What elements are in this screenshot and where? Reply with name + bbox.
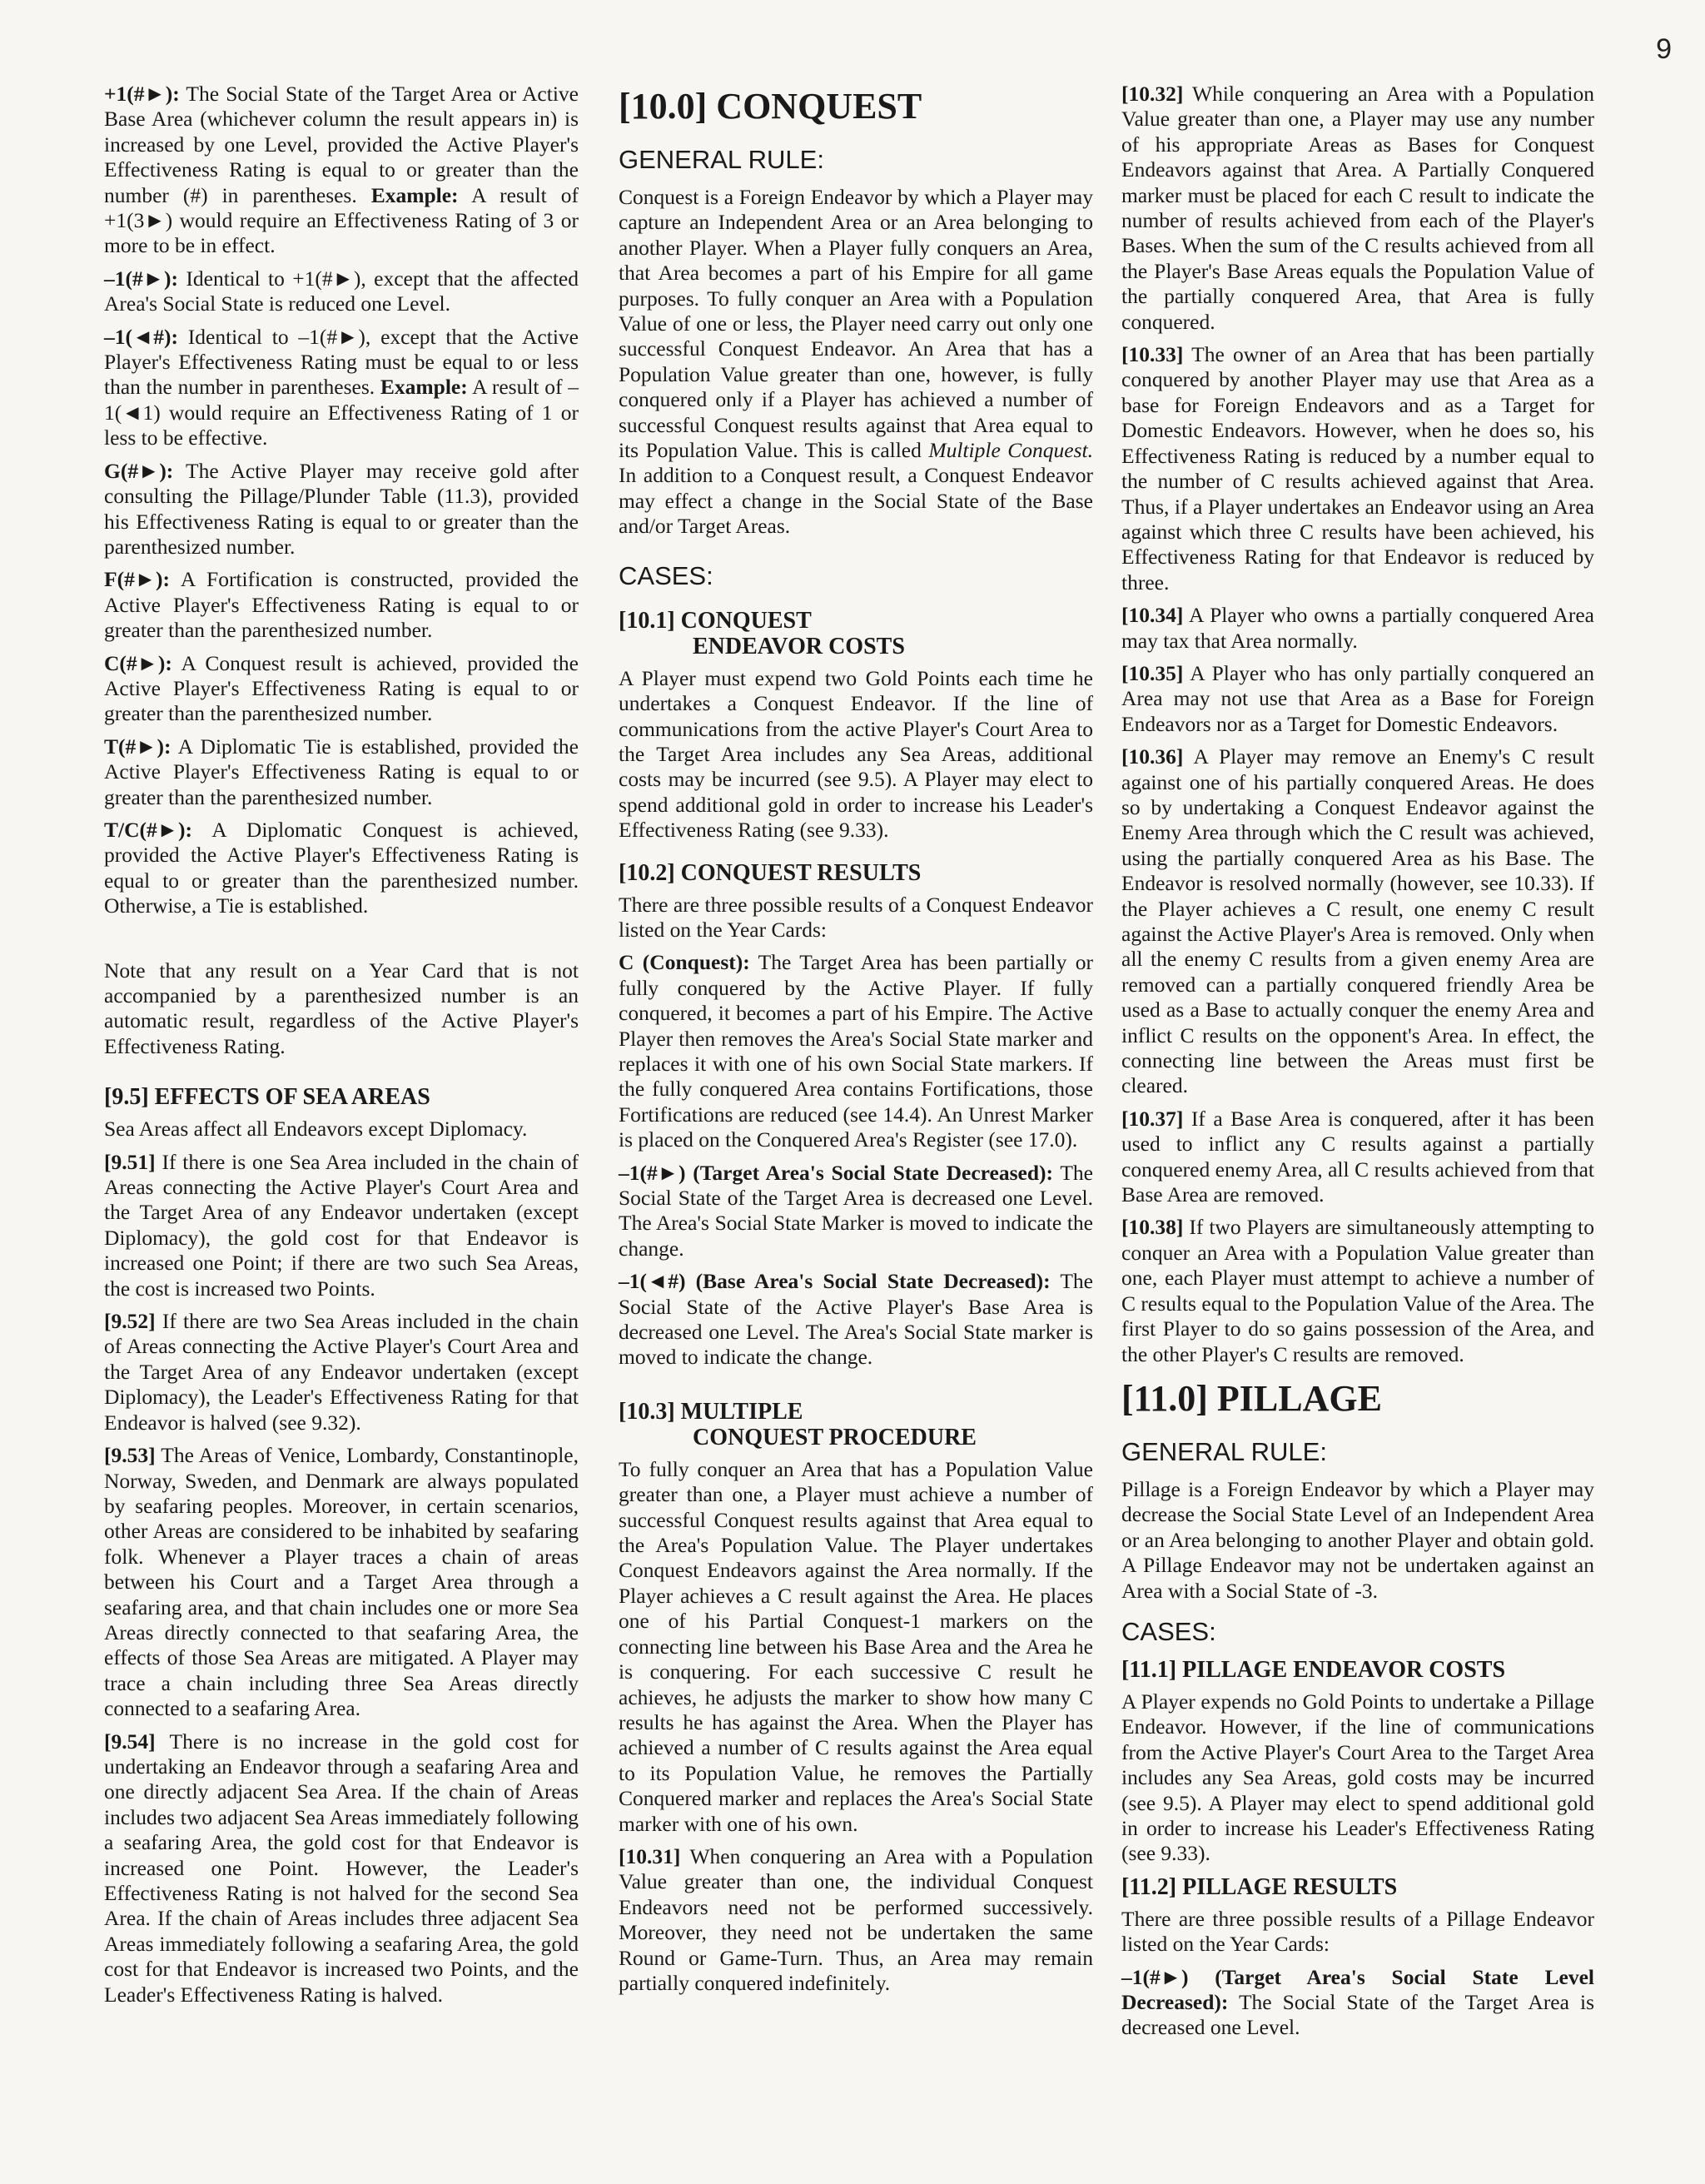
result-text: The Social State of the Active Player's Base Area is decreased one Level. The Area's Social State marker is moved to indicate the change. bbox=[619, 1269, 1093, 1370]
general-rule-heading: GENERAL RULE: bbox=[1121, 1436, 1327, 1466]
case-text: A Player who owns a partially conquered Area may tax that Area normally. bbox=[1121, 603, 1594, 653]
section-heading-11-2: [11.2] PILLAGE RESULTS bbox=[1121, 1873, 1398, 1900]
case-paragraph bbox=[1121, 603, 1594, 654]
case-number: [10.33] bbox=[1121, 342, 1184, 367]
case-text: When conquering an Area with a Population Value greater than one, the individual Conquest Endeavors need not be performed successively. Moreover, they need not be undertaken the same Round or Game-Turn. Thus, an Area may remain partially conquered indefinitely. bbox=[619, 1843, 1093, 1995]
result-label: –1(#►) (Target Area's Social State Level Decreased): bbox=[1121, 1964, 1594, 2014]
section-intro: There are three possible results of a Conquest Endeavor listed on the Year Cards: bbox=[619, 892, 1093, 942]
case-text: The Areas of Venice, Lombardy, Constantinople, Norway, Sweden, and Denmark are always populated by seafaring peoples. Moreover, in certain scenarios, other Areas are considered to be inhabited by seafaring folk. Whenever a Player traces a chain of areas between his Court and a Target Area through a seafaring area, and that chain includes one or more Sea Areas directly connected to that seafaring Area, the effects of those Sea Areas are mitigated. A Player may trace a chain including three Sea Areas directly connected to a seafaring Area. bbox=[104, 1443, 579, 1721]
case-text: There is no increase in the gold cost for undertaking an Endeavor through a seafaring Area and one directly adjacent Sea Area. If the chain of Areas includes two adjacent Sea Areas immediately following a seafaring Area, the gold cost for that Endeavor is increased one Point. However, the Leader's Effectiveness Rating is not halved for the second Sea Area. If the chain of Areas includes three adjacent Sea Areas immediately following a seafaring Area, the gold cost for that Endeavor is increased two Points, and the Leader's Effectiveness Rating is halved. bbox=[104, 1729, 579, 2007]
section-title-conquest: [10.0] CONQUEST bbox=[619, 86, 922, 127]
result-definition bbox=[104, 266, 579, 317]
cases-heading: CASES: bbox=[1121, 1616, 1216, 1646]
result-definition bbox=[104, 734, 579, 810]
result-code: –1(#►): bbox=[104, 266, 178, 291]
section-heading-10-3 bbox=[619, 1399, 1093, 1450]
example-text: A result of –1(◄1) would require an Effectiveness Rating of 1 or less to be effective. bbox=[104, 375, 579, 450]
result-label: –1(◄#) (Base Area's Social State Decreased): bbox=[619, 1269, 1051, 1294]
result-definition bbox=[104, 325, 579, 451]
example-text: A result of +1(3►) would require an Effectiveness Rating of 3 or more to be in effect. bbox=[104, 182, 579, 258]
section-heading-9-5: [9.5] EFFECTS OF SEA AREAS bbox=[104, 1084, 430, 1111]
result-code: +1(#►): bbox=[104, 82, 180, 106]
section-number: [10.3] bbox=[619, 1398, 675, 1425]
result-text: The Social State of the Target Area or Active Base Area (whichever column the result appears in) is increased by one Level, provided the Active Player's Effectiveness Rating is equal to or greater than the number (#) in parentheses. bbox=[104, 82, 579, 207]
heading-line: CONQUEST bbox=[680, 607, 812, 634]
example-label: Example: bbox=[380, 375, 468, 400]
case-text: The owner of an Area that has been partially conquered by another Player may use that Area as a base for Foreign Endeavors and as a Target for Domestic Endeavors. However, when he does so, his Effectiveness Rating is reduced by a number equal to the number of C results achieved against that Area. Thus, if a Player undertakes an Endeavor using an Area against which three C results have been achieved, his Effectiveness Rating for that Endeavor is reduced by three. bbox=[1121, 342, 1594, 595]
example-label: Example: bbox=[370, 182, 459, 207]
result-label: C (Conquest): bbox=[619, 950, 750, 975]
general-rule-heading: GENERAL RULE: bbox=[619, 145, 824, 174]
case-number: [9.51] bbox=[104, 1149, 156, 1174]
heading-line: MULTIPLE bbox=[680, 1398, 803, 1425]
case-number: [10.38] bbox=[1121, 1215, 1184, 1240]
case-paragraph bbox=[1121, 744, 1594, 1099]
case-paragraph bbox=[1121, 342, 1594, 595]
result-definition bbox=[104, 82, 579, 259]
general-text-part: Conquest is a Foreign Endeavor by which a Player may capture an Independent Area or an Area belonging to another Player. When a Player fully conquers an Area, that Area becomes a part of his Empire for all game purposes. To fully conquer an Area with a Population Value of one or less, the Player need carry out only one successful Conquest Endeavor. An Area that has a Population Value greater than one, however, is fully conquered only if a Player has achieved a number of successful Conquest results against that Area equal to its Population Value. This is called bbox=[619, 185, 1093, 463]
result-code: G(#►): bbox=[104, 458, 174, 483]
result-code: C(#►): bbox=[104, 650, 172, 675]
section-heading-10-2: [10.2] CONQUEST RESULTS bbox=[619, 859, 922, 886]
result-text: Identical to –1(#►), except that the Active Player's Effectiveness Rating must be equal to or less than the number in parentheses. bbox=[104, 324, 579, 400]
column-2 bbox=[619, 82, 1093, 2003]
result-text: The Social State of the Target Area is decreased one Level. bbox=[1121, 1990, 1594, 2040]
result-label: –1(#►) (Target Area's Social State Decreased): bbox=[619, 1160, 1053, 1185]
section-text: To fully conquer an Area that has a Population Value greater than one, a Player must achieve a number of successful Conquest results against that Area equal to the Area's Population Value. The Player undertakes Conquest Endeavors against the Area normally. If the Player achieves a C result against the Area. He places one of his Partial Conquest-1 markers on the connecting line between his Base Area and the Area he is conquering. For each successive C result he achieves, he adjusts the marker to show how many C results he has against the Area. When the Player has achieved a number of C results against the Area equal to its Population Value, he removes the Partially Conquered marker and replaces the Area's Social State marker with one of his own. bbox=[619, 1456, 1093, 1836]
section-text: A Player must expend two Gold Points each time he undertakes a Conquest Endeavor. If the line of communications from the active Player's Court Area to the Target Area includes any Sea Areas, additional costs may be incurred (see 9.5). A Player may elect to spend additional gold in order to increase his Leader's Effectiveness Rating (see 9.33). bbox=[619, 665, 1093, 843]
result-text: The Social State of the Target Area is decreased one Level. The Area's Social State Marker is moved to indicate the change. bbox=[619, 1160, 1093, 1261]
result-code: F(#►): bbox=[104, 567, 171, 592]
result-text: A Diplomatic Conquest is achieved, provided the Active Player's Effectiveness Rating is equal to or greater than the parenthesized number. Otherwise, a Tie is established. bbox=[104, 817, 579, 918]
result-definition bbox=[104, 651, 579, 727]
result-text: The Active Player may receive gold after consulting the Pillage/Plunder Table (11.3), provided his Effectiveness Rating is equal to or greater than the parenthesized number. bbox=[104, 458, 579, 559]
section-text: A Player expends no Gold Points to undertake a Pillage Endeavor. However, if the line of communications from the Active Player's Court Area to the Target Area includes any Sea Areas, gold costs may be incurred (see 9.5). A Player may elect to spend additional gold in order to increase his Leader's Effectiveness Rating (see 9.33). bbox=[1121, 1689, 1594, 1866]
result-definition bbox=[104, 567, 579, 643]
heading-line: CONQUEST PROCEDURE bbox=[693, 1424, 977, 1450]
case-text: A Player who has only partially conquered an Area may not use that Area as a Base for Foreign Endeavors nor as a Target for Domestic Endeavors. bbox=[1121, 660, 1594, 736]
note-paragraph: Note that any result on a Year Card that is not accompanied by a parenthesized number is an automatic result, regardless of the Active Player's Effectiveness Rating. bbox=[104, 958, 579, 1058]
case-paragraph bbox=[1121, 82, 1594, 335]
result-text: The Target Area has been partially or fully conquered by the Active Player. If fully conquered, it becomes a part of his Empire. The Active Player then removes the Area's Social State marker and replaces it with one of his own Social State markers. If the fully conquered Area contains Fortifications, those Fortifications are reduced (see 14.4). An Unrest Marker is placed on the Conquered Area's Register (see 17.0). bbox=[619, 950, 1093, 1152]
general-rule-text bbox=[619, 185, 1093, 540]
heading-line: ENDEAVOR COSTS bbox=[693, 633, 905, 659]
case-number: [9.53] bbox=[104, 1443, 156, 1468]
section-title-pillage: [11.0] PILLAGE bbox=[1121, 1377, 1382, 1419]
result-code: T(#►): bbox=[104, 734, 171, 759]
result-text: A Diplomatic Tie is established, provided the Active Player's Effectiveness Rating is equal to or greater than the parenthesized number. bbox=[104, 734, 579, 809]
case-text: If a Base Area is conquered, after it has been used to inflict any C results against a partially conquered enemy Area, all C results achieved from that Base Area are removed. bbox=[1121, 1106, 1594, 1207]
general-text-emphasis: Multiple Conquest. bbox=[928, 438, 1094, 463]
case-paragraph bbox=[104, 1309, 579, 1435]
result-definition bbox=[619, 950, 1093, 1152]
case-paragraph bbox=[104, 1729, 579, 2007]
general-rule-text: Pillage is a Foreign Endeavor by which a Player may decrease the Social State Level of an Independent Area or an Area belonging to another Player and obtain gold. A Pillage Endeavor may not be undertaken against an Area with a Social State of -3. bbox=[1121, 1476, 1594, 1603]
column-1 bbox=[104, 82, 579, 2015]
result-definition bbox=[104, 818, 579, 919]
case-number: [10.37] bbox=[1121, 1106, 1184, 1131]
case-number: [9.52] bbox=[104, 1309, 156, 1334]
result-text: A Fortification is constructed, provided the Active Player's Effectiveness Rating is equal to or greater than the parenthesized number. bbox=[104, 567, 579, 643]
section-number: [10.1] bbox=[619, 607, 675, 634]
case-paragraph bbox=[619, 1844, 1093, 1996]
case-number: [9.54] bbox=[104, 1729, 156, 1754]
result-text: Identical to +1(#►), except that the affected Area's Social State is reduced one Level. bbox=[104, 266, 579, 316]
case-paragraph bbox=[1121, 1215, 1594, 1366]
section-heading-10-1 bbox=[619, 608, 1093, 659]
cases-heading: CASES: bbox=[619, 560, 713, 590]
case-number: [10.32] bbox=[1121, 82, 1184, 106]
case-number: [10.36] bbox=[1121, 744, 1184, 769]
case-number: [10.35] bbox=[1121, 660, 1184, 685]
general-text-part: In addition to a Conquest result, a Conquest Endeavor may effect a change in the Social State of the Base and/or Target Areas. bbox=[619, 463, 1093, 539]
result-text: A Conquest result is achieved, provided the Active Player's Effectiveness Rating is equal to or greater than the parenthesized number. bbox=[104, 650, 579, 726]
result-definition bbox=[104, 459, 579, 560]
case-paragraph bbox=[1121, 1107, 1594, 1208]
result-code: T/C(#►): bbox=[104, 817, 192, 842]
case-text: While conquering an Area with a Population Value greater than one, a Player may use any number of his appropriate Areas as Bases for Conquest Endeavors against that Area. A Partially Conquered marker must be placed for each C result to indicate the number of results achieved from each of the Player's Bases. When the sum of the C results achieved from all the Player's Base Areas equals the Population Value of the partially conquered Area, that Area is fully conquered. bbox=[1121, 82, 1594, 334]
case-number: [10.34] bbox=[1121, 603, 1184, 628]
section-intro: There are three possible results of a Pillage Endeavor listed on the Year Cards: bbox=[1121, 1906, 1594, 1957]
case-text: If there is one Sea Area included in the chain of Areas connecting the Active Player's Court Area and the Target Area of any Endeavor undertaken (except Diplomacy), the gold cost for that Endeavor is increased one Point; if there are two such Sea Areas, the cost is increased two Points. bbox=[104, 1149, 579, 1301]
case-paragraph bbox=[104, 1150, 579, 1301]
result-code: –1(◄#): bbox=[104, 324, 178, 349]
result-definition bbox=[619, 1161, 1093, 1262]
case-number: [10.31] bbox=[619, 1843, 681, 1868]
case-text: If there are two Sea Areas included in the chain of Areas connecting the Active Player's Court Area and the Target Area of any Endeavor undertaken (except Diplomacy), the Leader's Effectiveness Rating for that Endeavor is halved (see 9.32). bbox=[104, 1309, 579, 1435]
section-heading-11-1: [11.1] PILLAGE ENDEAVOR COSTS bbox=[1121, 1656, 1506, 1683]
case-text: A Player may remove an Enemy's C result against one of his partially conquered Areas. He does so by undertaking a Conquest Endeavor against the Enemy Area through which the C result was achieved, using the partially conquered Area as his Base. The Endeavor is resolved normally (however, see 10.33). If the Player achieves a C result, one enemy C result against the Active Player's Area is removed. Only when all the enemy C results from a given enemy Area are removed can a partially conquered friendly Area be used as a Base to actually conquer the enemy Area and inflict C results on the opponent's Area. In effect, the connecting line between the Areas must first be cleared. bbox=[1121, 744, 1594, 1098]
column-3 bbox=[1121, 82, 1594, 2048]
case-text: If two Players are simultaneously attempting to conquer an Area with a Population Value greater than one, each Player must attempt to achieve a number of C results equal to the Population Value of the Area. The first Player to do so gains possession of the Area, and the other Player's C results are removed. bbox=[1121, 1215, 1594, 1366]
case-paragraph bbox=[1121, 661, 1594, 737]
page-number: 9 bbox=[1656, 33, 1672, 65]
result-definition bbox=[619, 1269, 1093, 1371]
section-intro: Sea Areas affect all Endeavors except Diplomacy. bbox=[104, 1117, 528, 1142]
case-paragraph bbox=[104, 1443, 579, 1721]
result-definition bbox=[1121, 1965, 1594, 2041]
